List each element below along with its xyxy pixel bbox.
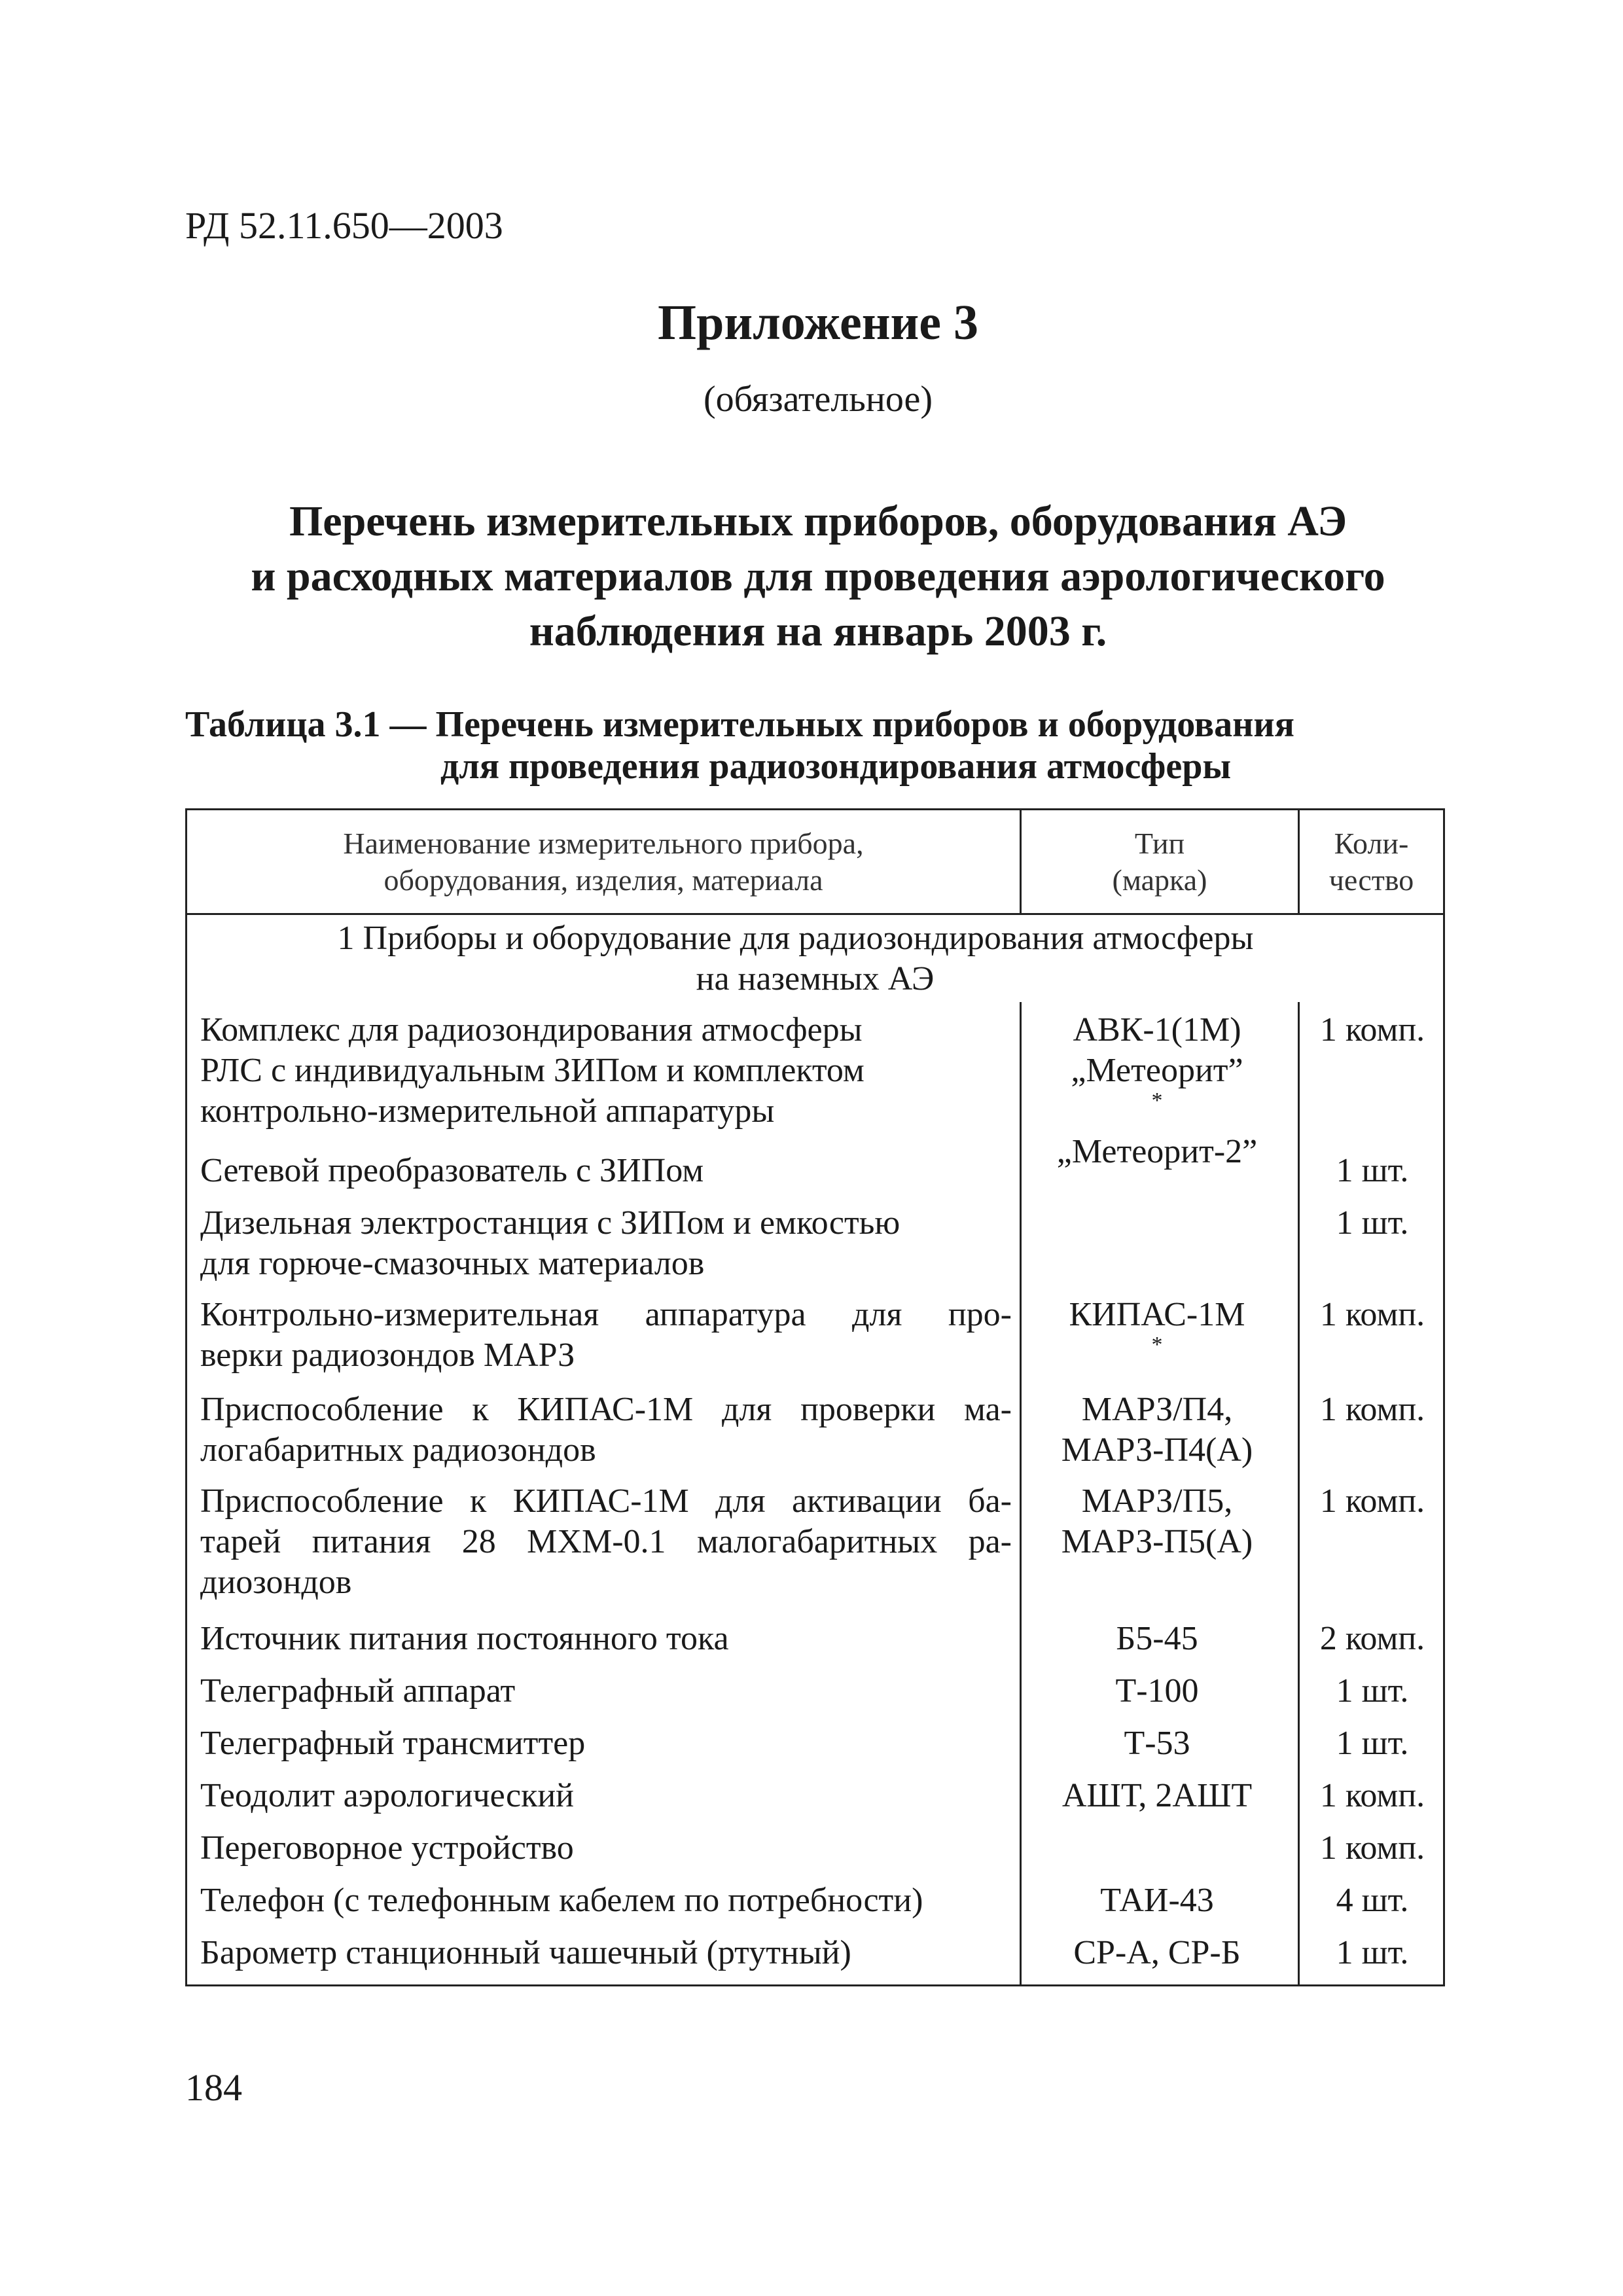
type-line: МАРЗ/П4, bbox=[1081, 1391, 1233, 1428]
cell-qty: 1 шт. bbox=[1336, 1152, 1409, 1189]
cell-qty: 1 комп. bbox=[1319, 1011, 1425, 1049]
type-line: МАРЗ-П5(А) bbox=[1061, 1523, 1253, 1560]
cell-qty: 1 шт. bbox=[1336, 1725, 1409, 1762]
cell-name bbox=[200, 1390, 1012, 1471]
cell-name bbox=[200, 1776, 1012, 1816]
type-line: МАРЗ-П4(А) bbox=[1061, 1431, 1253, 1469]
cell-type bbox=[1020, 1723, 1294, 1764]
cell-qty: 1 комп. bbox=[1319, 1296, 1425, 1333]
cell-name bbox=[200, 1010, 1012, 1132]
table-caption bbox=[185, 704, 1448, 787]
header-qty bbox=[1300, 810, 1443, 913]
name-line: Теодолит аэрологический bbox=[200, 1777, 574, 1814]
cell-qty: 1 комп. bbox=[1319, 1391, 1425, 1428]
cell-name bbox=[200, 1723, 1012, 1764]
name-line: Сетевой преобразователь с ЗИПом bbox=[200, 1152, 704, 1189]
type-line: Т-53 bbox=[1124, 1725, 1190, 1762]
cell-type bbox=[1020, 1390, 1294, 1471]
cell-name bbox=[200, 1619, 1012, 1659]
cell-qty: 1 комп. bbox=[1319, 1829, 1425, 1867]
name-line: контрольно-измерительной аппаратуры bbox=[200, 1092, 775, 1130]
heading-line: и расходных материалов для проведения аэрологического bbox=[251, 552, 1385, 600]
document-code: РД 52.11.650—2003 bbox=[185, 204, 503, 247]
name-line: Контрольно-измерительная аппаратура для про- bbox=[200, 1296, 1012, 1333]
name-line: Телеграфный аппарат bbox=[200, 1672, 516, 1710]
name-line: РЛС с индивидуальным ЗИПом и комплектом bbox=[200, 1052, 865, 1089]
name-line: диозондов bbox=[200, 1564, 352, 1601]
header-text: Коли- bbox=[1334, 826, 1409, 860]
caption-line: для проведения радиозондирования атмосферы bbox=[440, 746, 1232, 787]
heading-line: наблюдения на январь 2003 г. bbox=[529, 607, 1107, 655]
name-line: тарей питания 28 МХМ-0.1 малогабаритных ра- bbox=[200, 1523, 1012, 1560]
type-line: ТАИ-43 bbox=[1100, 1882, 1214, 1919]
cell-name bbox=[200, 1151, 1012, 1191]
header-text: оборудования, изделия, материала bbox=[383, 863, 823, 897]
header-text: чество bbox=[1329, 863, 1414, 897]
header-text: (марка) bbox=[1112, 863, 1207, 897]
section-line: 1 Приборы и оборудование для радиозондирования атмосферы bbox=[337, 920, 1254, 957]
equipment-table bbox=[185, 808, 1445, 1986]
header-name bbox=[187, 810, 1020, 913]
section-heading bbox=[164, 494, 1472, 659]
footnote-mark: * bbox=[1151, 1088, 1163, 1113]
type-text: КИПАС-1М bbox=[1069, 1296, 1245, 1333]
cell-type bbox=[1020, 1010, 1294, 1172]
cell-type bbox=[1020, 1481, 1294, 1562]
name-line: верки радиозондов МАРЗ bbox=[200, 1336, 575, 1374]
name-line: Телефон (с телефонным кабелем по потребности) bbox=[200, 1882, 923, 1919]
footnote-mark: * bbox=[1151, 1333, 1163, 1357]
name-line: Барометр станционный чашечный (ртутный) bbox=[200, 1934, 851, 1971]
cell-qty: 4 шт. bbox=[1336, 1882, 1409, 1919]
cell-qty: 2 комп. bbox=[1319, 1620, 1425, 1657]
name-line: Переговорное устройство bbox=[200, 1829, 574, 1867]
cell-name bbox=[200, 1671, 1012, 1712]
cell-name bbox=[200, 1481, 1012, 1603]
name-line: Комплекс для радиозондирования атмосферы bbox=[200, 1011, 863, 1049]
cell-type bbox=[1020, 1295, 1294, 1376]
section-line: на наземных АЭ bbox=[696, 960, 935, 997]
header-text: Тип bbox=[1134, 826, 1185, 860]
type-text: „Метеорит” bbox=[1071, 1052, 1243, 1089]
cell-qty: 1 комп. bbox=[1319, 1482, 1425, 1520]
type-line: АШТ, 2АШТ bbox=[1061, 1777, 1253, 1814]
type-line: МАРЗ/П5, bbox=[1081, 1482, 1233, 1520]
type-line bbox=[1020, 1050, 1294, 1132]
cell-qty: 1 шт. bbox=[1336, 1672, 1409, 1710]
cell-type bbox=[1020, 1671, 1294, 1712]
cell-type bbox=[1020, 1776, 1294, 1816]
appendix-title: Приложение 3 bbox=[657, 295, 979, 350]
name-line: Приспособление к КИПАС-1М для активации ба- bbox=[200, 1482, 1012, 1520]
cell-type bbox=[1020, 1880, 1294, 1921]
name-line: логабаритных радиозондов bbox=[200, 1431, 596, 1469]
name-line: Источник питания постоянного тока bbox=[200, 1620, 729, 1657]
name-line: для горюче-смазочных материалов bbox=[200, 1245, 705, 1282]
cell-name bbox=[200, 1203, 1012, 1284]
type-line: Т-100 bbox=[1115, 1672, 1199, 1710]
cell-name bbox=[200, 1295, 1012, 1376]
header-text: Наименование измерительного прибора, bbox=[343, 826, 864, 860]
heading-line: Перечень измерительных приборов, оборудования АЭ bbox=[289, 497, 1347, 545]
appendix-status: (обязательное) bbox=[704, 379, 933, 420]
type-line: АВК-1(1М) bbox=[1073, 1011, 1241, 1049]
caption-line: Таблица 3.1 — Перечень измерительных приборов и оборудования bbox=[185, 704, 1294, 745]
cell-name bbox=[200, 1933, 1012, 1973]
cell-type bbox=[1020, 1619, 1294, 1659]
type-line: Б5-45 bbox=[1116, 1620, 1198, 1657]
cell-name bbox=[200, 1880, 1012, 1921]
type-line: „Метеорит-2” bbox=[1056, 1133, 1258, 1170]
page-number: 184 bbox=[185, 2066, 242, 2109]
cell-qty: 1 шт. bbox=[1336, 1934, 1409, 1971]
table-header bbox=[187, 810, 1443, 915]
section-title bbox=[187, 918, 1443, 999]
header-type bbox=[1022, 810, 1298, 913]
type-line: СР-А, СР-Б bbox=[1073, 1934, 1241, 1971]
name-line: Дизельная электростанция с ЗИПом и емкостью bbox=[200, 1204, 901, 1242]
cell-qty: 1 шт. bbox=[1336, 1204, 1409, 1242]
type-line bbox=[1020, 1295, 1294, 1376]
cell-type bbox=[1020, 1933, 1294, 1973]
cell-name bbox=[200, 1828, 1012, 1869]
cell-qty: 1 комп. bbox=[1319, 1777, 1425, 1814]
name-line: Приспособление к КИПАС-1М для проверки ма- bbox=[200, 1391, 1012, 1428]
name-line: Телеграфный трансмиттер bbox=[200, 1725, 586, 1762]
